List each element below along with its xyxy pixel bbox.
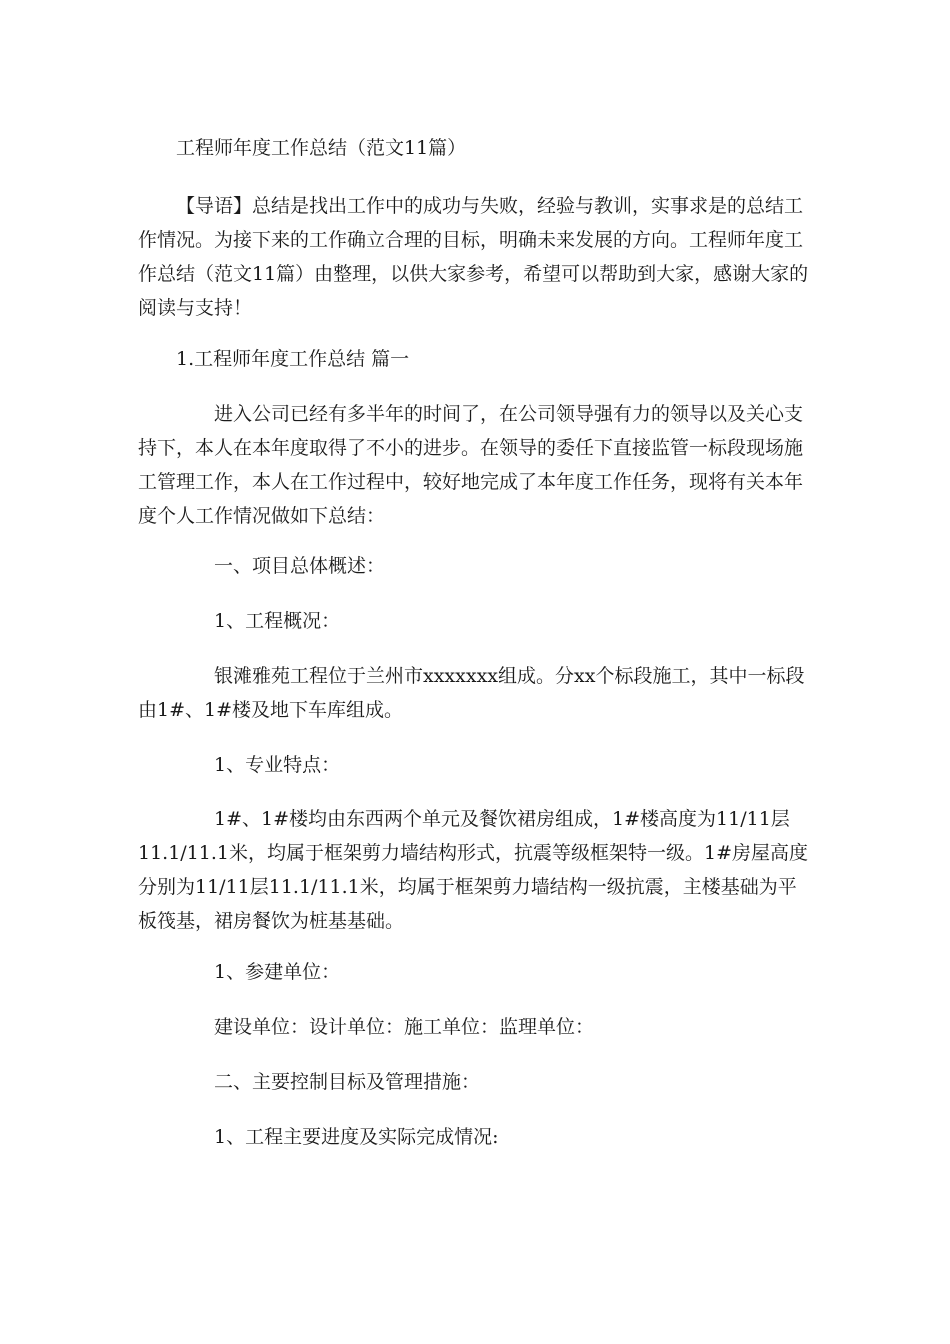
document-title: 工程师年度工作总结（范文11篇） [176,137,467,159]
body-paragraph [138,802,809,938]
paragraph-line: 度个人工作情况做如下总结： [138,505,386,527]
paragraph-line: 进入公司已经有多半年的时间了，在公司领导强有力的领导以及关心支 [214,403,804,425]
paragraph-line: 11.1/11.1米，均属于框架剪力墙结构形式，抗震等级框架特一级。1#房屋高度 [138,842,809,864]
body-paragraph [138,397,804,533]
intro-line: 阅读与支持！ [138,297,253,319]
intro-line: 【导语】总结是找出工作中的成功与失败，经验与教训，实事求是的总结工 [176,195,804,217]
subsection-heading: 1、工程概况： [214,610,341,632]
paragraph-line: 由1#、1#楼及地下车库组成。 [138,699,404,721]
intro-line: 作总结（范文11篇）由整理，以供大家参考，希望可以帮助到大家，感谢大家的 [138,263,809,285]
paragraph-line: 1#、1#楼均由东西两个单元及餐饮裙房组成，1#楼高度为11/11层 [214,808,790,830]
subsection-heading: 1、专业特点： [214,754,341,776]
body-line: 建设单位：设计单位：施工单位：监理单位： [214,1016,595,1038]
subsection-heading: 1、工程主要进度及实际完成情况: [214,1126,499,1148]
subsection-heading: 二、主要控制目标及管理措施： [214,1071,481,1093]
paragraph-line: 持下，本人在本年度取得了不小的进步。在领导的委任下直接监管一标段现场施 [138,437,804,459]
paragraph-line: 板筏基，裙房餐饮为桩基基础。 [138,910,405,932]
subsection-heading: 一、项目总体概述： [214,555,386,577]
subsection-heading: 1、参建单位： [214,961,341,983]
paragraph-line: 分别为11/11层11.1/11.1米，均属于框架剪力墙结构一级抗震，主楼基础为平 [138,876,797,898]
section-heading: 1.工程师年度工作总结 篇一 [176,348,410,370]
body-paragraph [138,659,805,727]
paragraph-line: 工管理工作，本人在工作过程中，较好地完成了本年度工作任务，现将有关本年 [138,471,804,493]
paragraph-line: 银滩雅苑工程位于兰州市xxxxxxx组成。分xx个标段施工，其中一标段 [214,665,805,687]
intro-line: 作情况。为接下来的工作确立合理的目标，明确未来发展的方向。工程师年度工 [138,229,804,251]
intro-paragraph [138,189,809,325]
